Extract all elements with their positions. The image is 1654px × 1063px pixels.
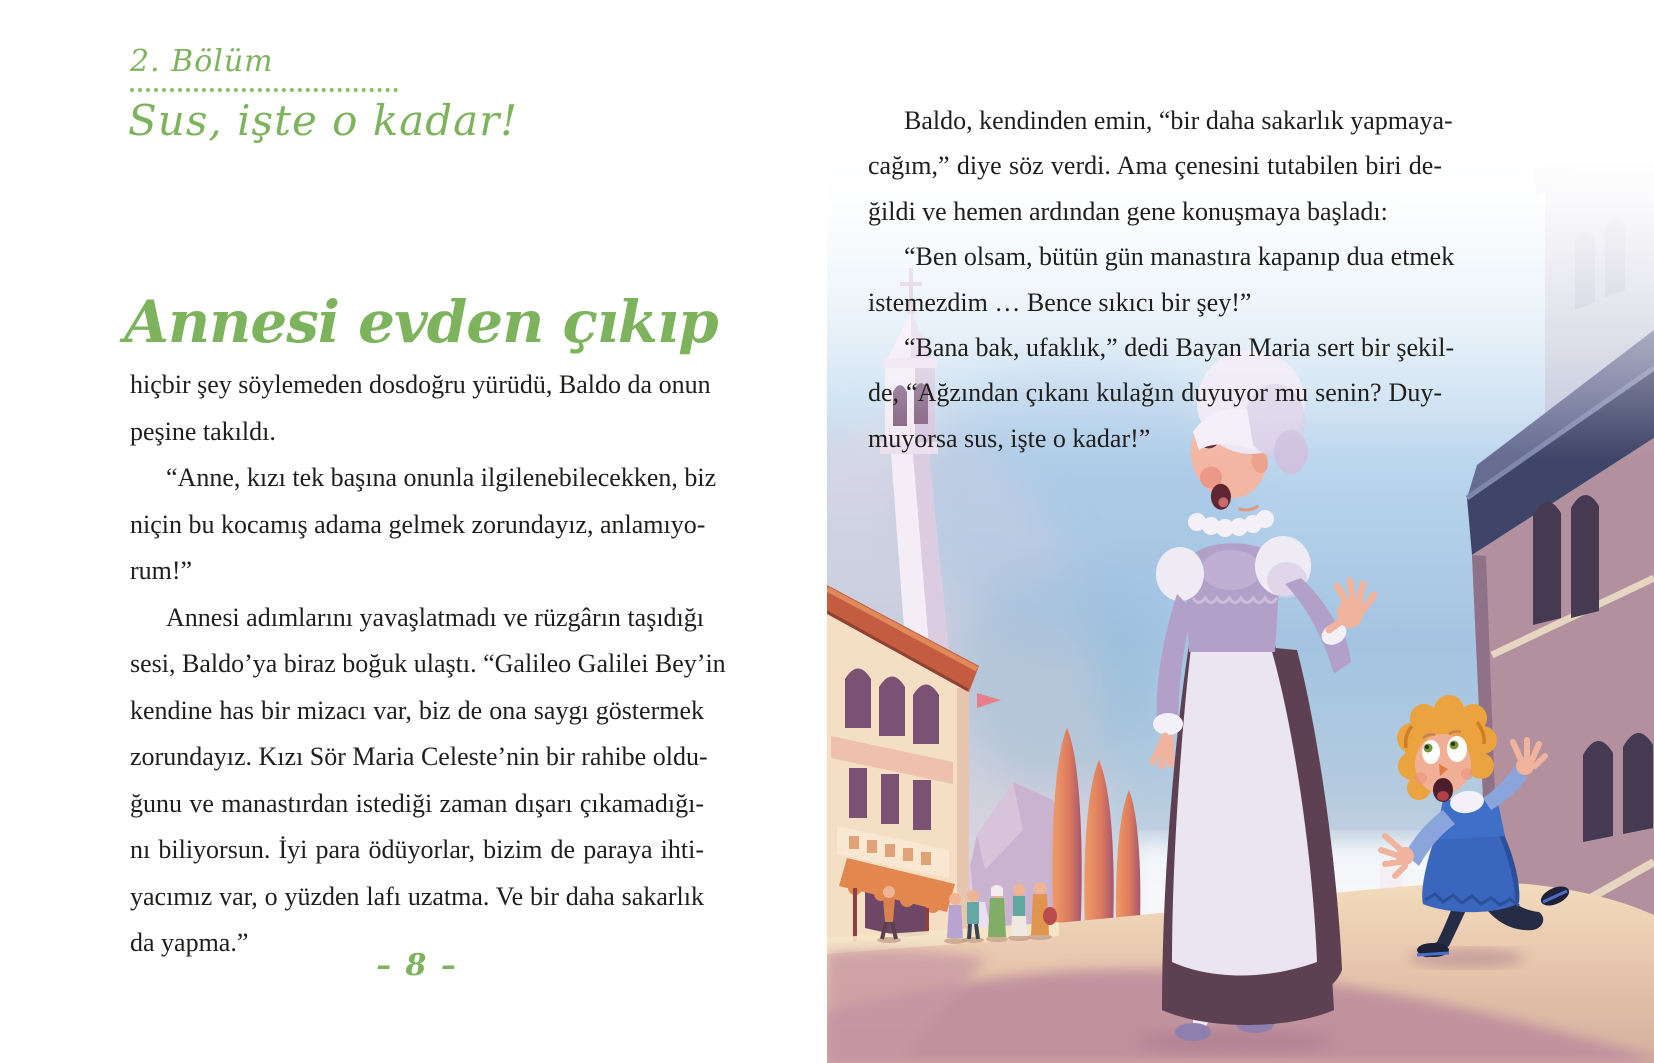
body-line: sesi, Baldo’ya biraz boğuk ulaştı. “Galileo Galilei Bey’in — [130, 649, 726, 678]
left-body-text — [130, 362, 726, 967]
chapter-label: 2. Bölüm — [130, 44, 274, 79]
body-line: “Ben olsam, bütün gün manastıra kapanıp dua etmek — [904, 242, 1455, 272]
chapter-title: Sus, işte o kadar! — [128, 96, 519, 145]
body-line: Baldo, kendinden emin, “bir daha sakarlık yapmaya- — [904, 106, 1453, 135]
right-body-text — [868, 98, 1455, 461]
body-line: “Bana bak, ufaklık,” dedi Bayan Maria sert bir şekil- — [904, 332, 1455, 362]
body-line: ğunu ve manastırdan istediği zaman dışarı çıkamadığı- — [130, 788, 704, 818]
body-line: istemezdim … Bence sıkıcı bir şey!” — [868, 287, 1252, 317]
body-line: kendine has bir mizacı var, biz de ona saygı göstermek — [130, 695, 704, 725]
body-line: niçin bu kocamış adama gelmek zorundayız, anlamıyo- — [130, 509, 706, 539]
body-line: Annesi adımlarını yavaşlatmadı ve rüzgârın taşıdığı — [166, 602, 704, 632]
body-line: ğildi ve hemen ardından gene konuşmaya başladı: — [868, 196, 1388, 226]
body-line: zorundayız. Kızı Sör Maria Celeste’nin bir rahibe oldu- — [130, 742, 708, 771]
body-line: “Anne, kızı tek başına onunla ilgilenebilecekken, biz — [166, 463, 717, 492]
body-line: nı biliyorsun. İyi para ödüyorlar, bizim de paraya ihti- — [130, 835, 704, 864]
page-number: – 8 – — [376, 948, 458, 983]
body-line: peşine takıldı. — [130, 416, 276, 446]
body-line: muyorsa sus, işte o kadar!” — [868, 423, 1151, 453]
body-line: yacımız var, o yüzden lafı uzatma. Ve bir daha sakarlık — [130, 881, 704, 911]
body-line: da yapma.” — [130, 928, 249, 957]
dotted-divider — [130, 88, 398, 92]
lead-in-heading: Annesi evden çıkıp — [124, 288, 718, 356]
body-line: de, “Ağzından çıkanı kulağın duyuyor mu senin? Duy- — [868, 378, 1442, 408]
body-line: hiçbir şey söylemeden dosdoğru yürüdü, Baldo da onun — [130, 370, 711, 399]
body-line: rum!” — [130, 556, 193, 585]
body-line: cağım,” diye söz verdi. Ama çenesini tutabilen biri de- — [868, 151, 1442, 181]
